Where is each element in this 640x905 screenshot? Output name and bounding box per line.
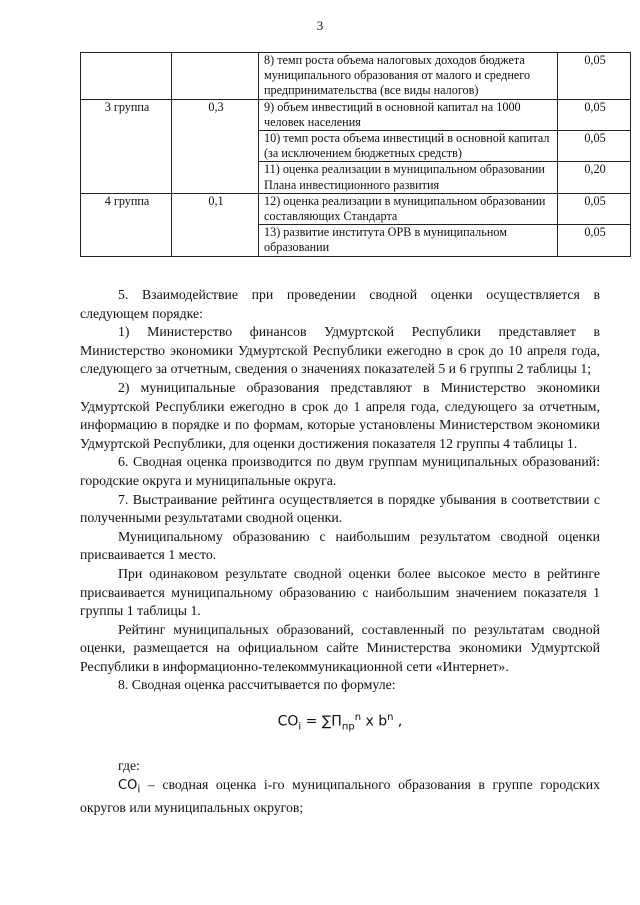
paragraph-7-c: Рейтинг муниципальных образований, составленный по результатам сводной оценки, размещается на официальном сайте Министерства экономики Удмуртской Республики в информационно-телекоммуникационной сети «Интернет». [80,621,600,674]
indicator-cell: 11) оценка реализации в муниципальном образовании Плана инвестиционного развития [259,162,558,193]
empty-cell [81,53,172,100]
paragraph-8: 8. Сводная оценка рассчитывается по формуле: [118,677,396,693]
formula-lhs: СО [277,713,299,730]
group-cell: 3 группа [81,99,172,193]
formula-sum-sub: пр [341,721,355,733]
paragraph-5-2: 2) муниципальные образования представляют в Министерство экономики Удмуртской Республики ежегодно в срок до 1 апреля года, следующего за отчетным, информацию в порядке и по формам, которые установлены Министерством экономики Удмуртской Республики, для оценки достижения показателя 12 группы 4 таблицы 1. [80,379,600,451]
paragraph-5-1: 1) Министерство финансов Удмуртской Республики представляет в Министерство экономики Удмуртской Республики ежегодно в срок до 10 апреля года, следующего за отчетным, сведения о значениях показателей 5 и 6 группы 2 таблицы 1; [80,324,600,377]
indicator-cell: 9) объем инвестиций в основной капитал на 1000 человек населения [259,99,558,130]
table-row [81,99,631,130]
formula-times: x b [361,713,388,730]
definition-symbol: $СО_i$ [118,777,141,796]
indicator-cell: 8) темп роста объема налоговых доходов бюджета муниципального образования от малого и среднего предпринимательства (все виды налогов) [259,53,558,100]
paragraph-7-a: Муниципальному образованию с наибольшим результатом сводной оценки присваивается 1 место. [80,528,600,563]
formula-b-sup: n [387,712,394,724]
table-row [81,53,631,100]
definition-text: – сводная оценка i-го муниципального образования в группе городских округов или муниципальных округов; [80,776,600,815]
indicator-cell: 10) темп роста объема инвестиций в основной капитал (за исключением бюджетных средств) [259,131,558,162]
paragraph-6: 6. Сводная оценка производится по двум группам муниципальных образований: городские округа и муниципальные округа. [80,454,600,488]
table-row [81,193,631,224]
formula-sum-sup: n [354,712,362,724]
document-body [80,286,600,817]
group-cell: 4 группа [81,193,172,256]
indicator-weight-cell: 0,05 [558,193,631,224]
indicators-table [80,52,631,257]
paragraph-7: 7. Выстраивание рейтинга осуществляется в порядке убывания в соответствии с полученными результатами сводной оценки. [80,491,600,526]
indicator-weight-cell: 0,05 [558,99,631,130]
indicator-cell: 12) оценка реализации в муниципальном образовании составляющих Стандарта [259,193,558,224]
formula-sum: = ∑П [305,713,342,730]
where-label: где: [118,758,140,774]
indicator-cell: 13) развитие института ОРВ в муниципальном образовании [259,225,558,256]
indicator-weight-cell: 0,05 [558,131,631,162]
definition-co [80,776,600,818]
paragraph-7-b: При одинаковом результате сводной оценки более высокое место в рейтинге присваивается муниципальному образованию с наибольшим значением показателя 1 группы 1 таблицы 1. [80,565,600,619]
paragraph-5: 5. Взаимодействие при проведении сводной оценки осуществляется в следующем порядке: [80,287,600,321]
group-weight-cell: 0,1 [172,193,259,256]
formula-tail: , [393,713,403,730]
empty-cell [172,53,259,100]
page-number: 3 [316,18,324,33]
group-weight-cell: 0,3 [172,99,259,193]
formula [80,709,600,737]
indicator-weight-cell: 0,20 [558,162,631,193]
formula-lhs-sub: i [298,721,302,733]
indicator-weight-cell: 0,05 [558,225,631,256]
indicator-weight-cell: 0,05 [558,53,631,100]
